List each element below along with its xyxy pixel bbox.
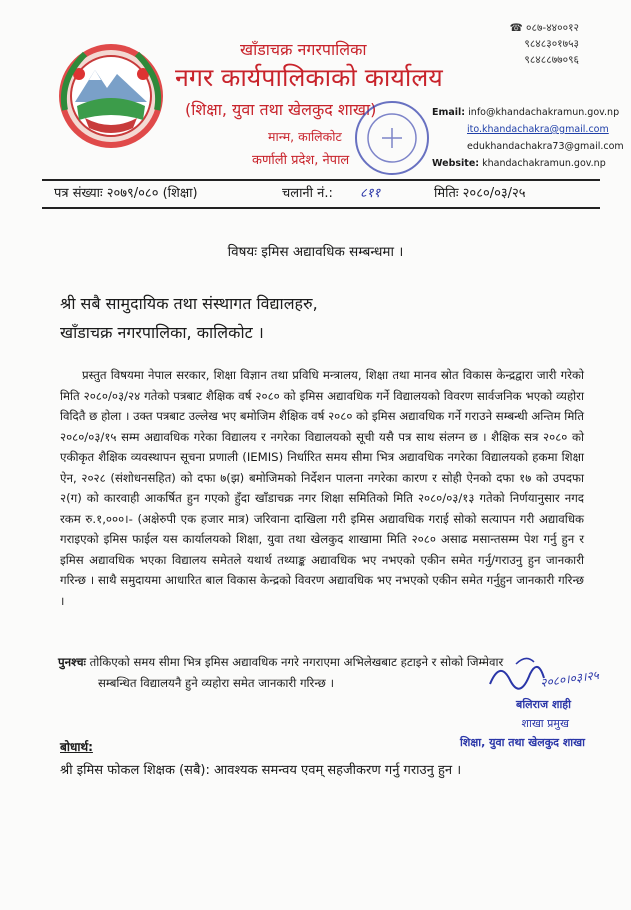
phone-2: ९८४८३०१७५३ (524, 38, 579, 50)
municipality-name: खाँडाचक्र नगरपालिका (240, 40, 367, 59)
addressee-line-2: खाँडाचक्र नगरपालिका, कालिकोट । (60, 323, 264, 342)
division-name: (शिक्षा, युवा तथा खेलकुद शाखा) (185, 100, 377, 119)
signer-name: बलिराज शाही (516, 698, 571, 711)
province-name: कर्णाली प्रदेश, नेपाल (252, 153, 350, 168)
website-label: Website: (432, 158, 480, 169)
postscript-label: पुनश्चः (58, 655, 86, 669)
addressee-line-1: श्री सबै सामुदायिक तथा संस्थागत विद्यालहरु, (60, 294, 318, 313)
dispatch-label: चलानी नं.: (282, 186, 333, 201)
signature-date: २०८०।०३।२५ (539, 667, 600, 691)
email-ito[interactable]: ito.khandachakra@gmail.com (467, 124, 609, 135)
top-rule (42, 179, 600, 181)
office-name: नगर कार्यपालिकाको कार्यालय (175, 63, 443, 92)
email-edu[interactable]: edukhandachakra73@gmail.com (467, 141, 624, 152)
letter-body: प्रस्तुत विषयमा नेपाल सरकार, शिक्षा विज्ञान तथा प्रविधि मन्त्रालय, शिक्षा तथा मानव स्रोत विकास केन्द्रद्वारा जारी गरेको मिति २०८०/०३/२४ गतेको पत्रबाट शैक्षिक वर्ष २०८० को इमिस अद्यावधिक गर्ने विद्यालयको विवरण सार्वजनिक भएको व्यहोरा विदितै छ होला । उक्त पत्रबाट उल्लेख भए बमोजिम शैक्षिक वर्ष २०८० को इमिस अद्यावधिक गर्ने गराउने सम्बन्धी अन्तिम मिति २०८०/०३/१५ सम्म अद्यावधिक गरेका विद्यालय र नगरेका विद्यालयको सूची यसै पत्र साथ संलग्न छ । शैक्षिक सत्र २०८० को एकीकृत शैक्षिक व्यवस्थापन सूचना प्रणाली (IEMIS) निर्धारित समय सीमा भित्र अद्यावधिक नगरेका विद्यालयको हकमा शिक्षा ऐन, २०२८ (संशोधनसहित) को दफा ७(झ) बमोजिमको निर्देशन पालना नगरेका कारण र सोही ऐनको दफा १७ को उपदफा २(ग) को कारवाही आकर्षित हुन गएको हुँदा खाँडाचक्र नगर शिक्षा समितिको मिति २०८०/०३/१३ गतेको निर्णयानुसार नगद रकम रु.१,०००।- (अक्षेरुपी एक हजार मात्र) जरिवाना दाखिला गरी इमिस अद्यावधिक गराई सोको सत्यापन गरी अद्यावधिक गराइएको इमिस फाईल यस कार्यालयको शिक्षा, युवा तथा खेलकुद शाखामा मिति २०८० असाढ मसान्तसम्म पेश गर्नु हुन र इमिस अद्यावधिक भएका विद्यालय समेतले यथार्थ तथ्याङ्क अद्यावधिक भए नभएको एकीन समेत गर्नु/गराउनु हुन जानकारी गरिन्छ । साथै समुदायमा आधारित बाल विकास केन्द्रको विवरण अद्यावधिक भए नभएको एकीन समेत गर्नुहुन जानकारी गरिन्छ । (60, 368, 584, 608)
cc-title: बोधार्थ: (60, 740, 93, 754)
signer-title: शाखा प्रमुख (521, 717, 569, 730)
bottom-rule (42, 207, 600, 209)
dispatch-number: ८११ (360, 186, 381, 201)
letter-number: पत्र संख्याः २०७९/०८० (शिक्षा) (54, 186, 198, 201)
letter-date: मितिः २०८०/०३/२५ (434, 186, 526, 201)
website-link[interactable]: khandachakramun.gov.np (482, 158, 606, 169)
postscript-line-2: सम्बन्धित विद्यालयनै हुने व्यहोरा समेत जानकारी गरिन्छ । (98, 676, 335, 690)
office-stamp (352, 98, 432, 178)
cc-line: श्री इमिस फोकल शिक्षक (सबै): आवश्यक समन्वय एवम् सहजीकरण गर्नु गराउनु हुन । (60, 763, 462, 778)
signer-section: शिक्षा, युवा तथा खेलकुद शाखा (460, 736, 585, 749)
subject-line: विषयः इमिस अद्यावधिक सम्बन्धमा । (227, 244, 404, 260)
phone-numbers (510, 20, 579, 68)
nepal-emblem-logo (55, 40, 167, 152)
phone-1: ☎ ०८७-४४००१२ (509, 22, 579, 34)
email-info[interactable]: info@khandachakramun.gov.np (468, 107, 620, 118)
office-location: मान्म, कालिकोट (268, 129, 342, 144)
postscript-line-1: तोकिएको समय सीमा भित्र इमिस अद्यावधिक नगरे नगराएमा अभिलेखबाट हटाइने र सोको जिम्मेवार (89, 655, 504, 669)
phone-3: ९८४८८७७०९६ (524, 54, 579, 66)
email-label: Email: (432, 107, 466, 118)
contact-block (432, 104, 624, 172)
